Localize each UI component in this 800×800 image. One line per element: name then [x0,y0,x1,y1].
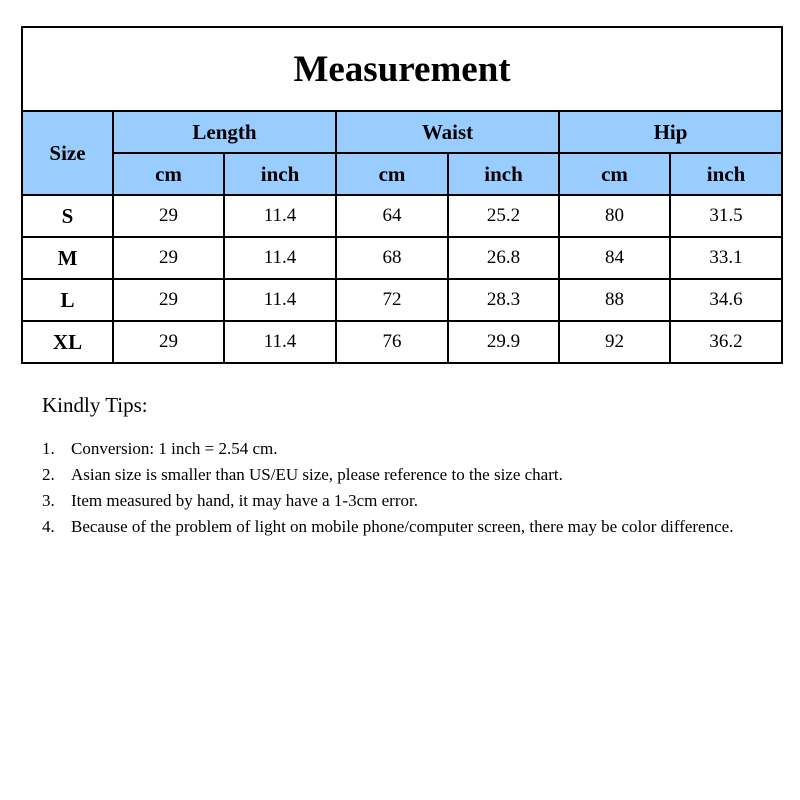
hip-inch-cell: 31.5 [670,195,782,237]
waist-inch-header: inch [448,153,559,195]
length-group-header: Length [113,111,336,153]
measurement-table [21,26,783,364]
size-label: M [22,237,113,279]
hip-inch-cell: 36.2 [670,321,782,363]
length-inch-cell: 11.4 [224,279,336,321]
tip-text: Because of the problem of light on mobile phone/computer screen, there may be color difference. [71,517,734,536]
hip-inch-cell: 34.6 [670,279,782,321]
kindly-tips-section [42,390,762,540]
tip-text: Item measured by hand, it may have a 1-3cm error. [71,491,418,510]
hip-cm-cell: 92 [559,321,670,363]
list-item [42,462,762,488]
tips-heading: Kindly Tips: [42,393,148,417]
hip-group-header: Hip [559,111,782,153]
length-inch-cell: 11.4 [224,237,336,279]
table-row [22,237,782,279]
size-column-header: Size [22,111,113,195]
waist-inch-cell: 26.8 [448,237,559,279]
waist-inch-cell: 25.2 [448,195,559,237]
length-cm-cell: 29 [113,279,224,321]
table-row [22,321,782,363]
tip-number: 2. [42,465,55,484]
tip-text: Conversion: 1 inch = 2.54 cm. [71,439,278,458]
length-cm-cell: 29 [113,321,224,363]
hip-cm-header: cm [559,153,670,195]
hip-inch-cell: 33.1 [670,237,782,279]
size-label: XL [22,321,113,363]
list-item [42,488,762,514]
waist-cm-cell: 68 [336,237,448,279]
waist-cm-cell: 72 [336,279,448,321]
waist-cm-cell: 64 [336,195,448,237]
waist-cm-header: cm [336,153,448,195]
waist-inch-cell: 29.9 [448,321,559,363]
length-cm-header: cm [113,153,224,195]
length-cm-cell: 29 [113,237,224,279]
tip-number: 3. [42,491,55,510]
tip-number: 4. [42,517,55,536]
hip-cm-cell: 84 [559,237,670,279]
size-label: S [22,195,113,237]
length-inch-cell: 11.4 [224,321,336,363]
tips-list [42,436,762,540]
tip-number: 1. [42,439,55,458]
list-item [42,436,762,462]
table-title: Measurement [22,27,782,111]
length-inch-header: inch [224,153,336,195]
hip-cm-cell: 80 [559,195,670,237]
length-inch-cell: 11.4 [224,195,336,237]
tip-text: Asian size is smaller than US/EU size, please reference to the size chart. [71,465,563,484]
hip-cm-cell: 88 [559,279,670,321]
waist-inch-cell: 28.3 [448,279,559,321]
waist-group-header: Waist [336,111,559,153]
table-row [22,279,782,321]
length-cm-cell: 29 [113,195,224,237]
hip-inch-header: inch [670,153,782,195]
waist-cm-cell: 76 [336,321,448,363]
size-label: L [22,279,113,321]
table-row [22,195,782,237]
list-item [42,514,762,540]
